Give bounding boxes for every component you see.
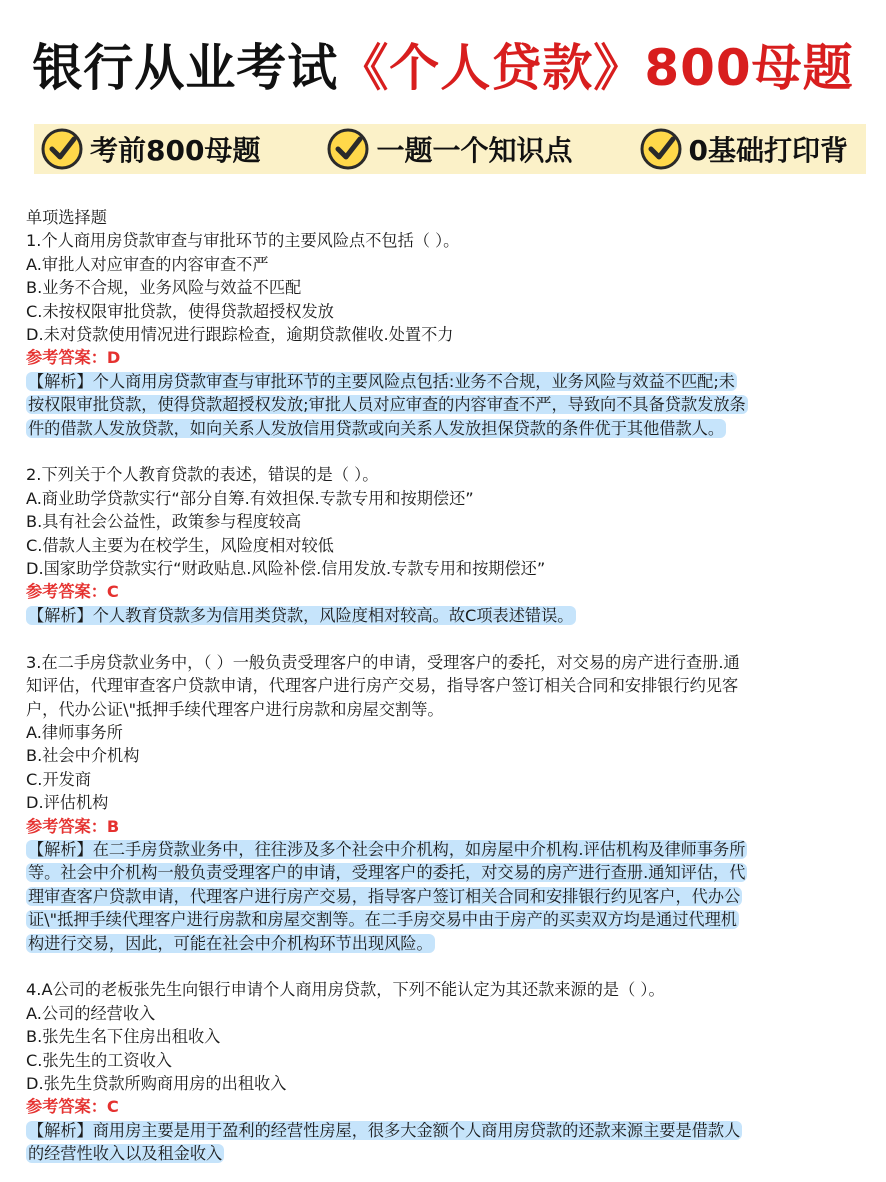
explanation-text: 按权限审批贷款，使得贷款超授权发放;审批人员对应审查的内容审查不严，导致向不具备贷款发放条 <box>28 395 746 415</box>
option-a: A.公司的经营收入 <box>26 1003 156 1023</box>
option-c: C.开发商 <box>26 769 92 789</box>
title-part-count: 800母题 <box>644 39 854 97</box>
question-block <box>26 651 872 955</box>
option-c: C.未按权限审批贷款，使得贷款超授权发放 <box>26 301 334 321</box>
question-block <box>26 229 872 440</box>
explanation-text: 的经营性收入以及租金收入 <box>28 1144 223 1164</box>
feature-label: 考前800母题 <box>90 134 261 167</box>
explanation-line <box>26 908 872 931</box>
explanation-line <box>26 604 872 627</box>
option-a: A.审批人对应审查的内容审查不严 <box>26 254 269 274</box>
explanation-line <box>26 1142 872 1165</box>
option-d: D.国家助学贷款实行“财政贴息.风险补偿.信用发放.专款专用和按期偿还” <box>26 559 546 579</box>
option-b: B.具有社会公益性，政策参与程度较高 <box>26 512 302 532</box>
option-b: B.社会中介机构 <box>26 746 140 766</box>
explanation-line <box>26 861 872 884</box>
explanation-text: 证\"抵押手续代理客户进行房款和房屋交割等。在二手房交易中由于房产的买卖双方均是通过代理机 <box>28 910 737 930</box>
option-a: A.律师事务所 <box>26 722 123 742</box>
title-part-exam: 银行从业考试 <box>32 39 339 97</box>
explanation-text: 【解析】个人教育贷款多为信用类贷款，风险度相对较高。故C项表述错误。 <box>28 605 574 625</box>
explanation-line <box>26 370 872 393</box>
explanation-line <box>26 838 872 861</box>
answer-label: 参考答案：D <box>26 348 121 368</box>
check-circle-icon <box>326 127 370 171</box>
explanation-text: 构进行交易，因此，可能在社会中介机构环节出现风险。 <box>28 933 433 953</box>
option-b: B.张先生名下住房出租收入 <box>26 1027 221 1047</box>
question-block <box>26 463 872 627</box>
question-list <box>26 206 872 1166</box>
option-d: D.张先生贷款所购商用房的出租收入 <box>26 1073 287 1093</box>
check-circle-icon <box>639 127 683 171</box>
option-d: D.未对贷款使用情况进行跟踪检查，逾期贷款催收.处置不力 <box>26 325 454 345</box>
page-title <box>0 28 886 100</box>
explanation-text: 【解析】个人商用房贷款审查与审批环节的主要风险点包括:业务不合规，业务风险与效益不匹配;未 <box>28 371 735 391</box>
explanation-text: 等。社会中介机构一般负责受理客户的申请，受理客户的委托，对交易的房产进行查册.通知评估，代 <box>28 863 746 883</box>
explanation-line <box>26 393 872 416</box>
feature-banner <box>34 124 866 174</box>
explanation-line <box>26 417 872 440</box>
question-stem: 3.在二手房贷款业务中，（ ）一般负责受理客户的申请，受理客户的委托，对交易的房产进行查册.通 <box>26 652 740 672</box>
explanation-text: 理审查客户贷款申请，代理客户进行房产交易，指导客户签订相关合同和安排银行约见客户，代办公 <box>28 886 741 906</box>
question-stem: 户，代办公证\"抵押手续代理客户进行房款和房屋交割等。 <box>26 699 444 719</box>
explanation-line <box>26 885 872 908</box>
option-d: D.评估机构 <box>26 793 109 813</box>
question-stem: 4.A公司的老板张先生向银行申请个人商用房贷款，下列不能认定为其还款来源的是（ ）。 <box>26 980 665 1000</box>
option-c: C.张先生的工资收入 <box>26 1050 172 1070</box>
feature-item <box>639 127 848 171</box>
feature-item <box>326 127 572 171</box>
title-part-subject: 《个人贷款》 <box>338 39 645 97</box>
explanation-text: 【解析】商用房主要是用于盈利的经营性房屋，很多大金额个人商用房贷款的还款来源主要是借款人 <box>28 1120 741 1140</box>
explanation-line <box>26 932 872 955</box>
question-stem: 2.下列关于个人教育贷款的表述，错误的是（ ）。 <box>26 465 379 485</box>
question-stem: 知评估，代理审查客户贷款申请，代理客户进行房产交易，指导客户签订相关合同和安排银行约见客 <box>26 676 739 696</box>
explanation-line <box>26 1119 872 1142</box>
question-block <box>26 978 872 1165</box>
question-stem: 1.个人商用房贷款审查与审批环节的主要风险点不包括（ ）。 <box>26 231 460 251</box>
feature-label: 0基础打印背 <box>688 134 848 167</box>
explanation-text: 件的借款人发放贷款，如向关系人发放信用贷款或向关系人发放担保贷款的条件优于其他借款人。 <box>28 418 725 438</box>
answer-label: 参考答案：C <box>26 582 119 602</box>
explanation-text: 【解析】在二手房贷款业务中，往往涉及多个社会中介机构，如房屋中介机构.评估机构及律师事务所 <box>28 839 746 859</box>
answer-label: 参考答案：C <box>26 1097 119 1117</box>
feature-item <box>40 127 260 171</box>
option-a: A.商业助学贷款实行“部分自筹.有效担保.专款专用和按期偿还” <box>26 488 474 508</box>
feature-label: 一题一个知识点 <box>376 134 573 167</box>
answer-label: 参考答案：B <box>26 816 120 836</box>
option-c: C.借款人主要为在校学生，风险度相对较低 <box>26 535 334 555</box>
section-title: 单项选择题 <box>26 208 107 227</box>
option-b: B.业务不合规，业务风险与效益不匹配 <box>26 278 302 298</box>
check-circle-icon <box>40 127 84 171</box>
